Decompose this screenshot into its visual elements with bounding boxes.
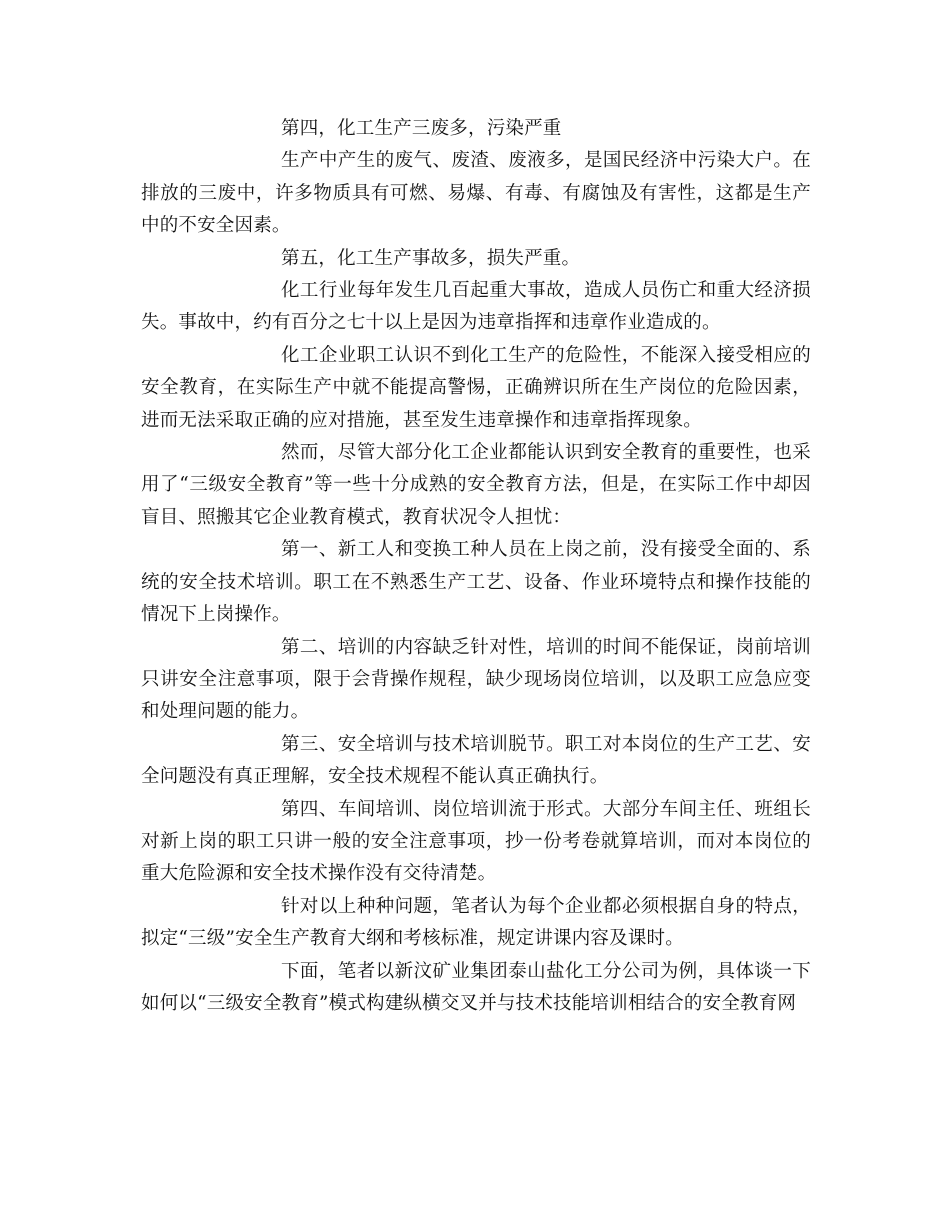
list-item-third: 第三、安全培训与技术培训脱节。职工对本岗位的生产工艺、安全问题没有真正理解，安全技术规程不能认真正确执行。 [141, 733, 811, 788]
heading-fifth-accidents: 第五，化工生产事故多，损失严重。 [281, 247, 581, 269]
heading-fourth-pollution: 第四，化工生产三废多，污染严重 [281, 118, 562, 139]
list-item-first: 第一、新工人和变换工种人员在上岗之前，没有接受全面的、系统的安全技术培训。职工在不熟悉生产工艺、设备、作业环境特点和操作技能的情况下上岗操作。 [141, 539, 811, 626]
document-body [141, 113, 811, 1020]
paragraph-waste-pollution: 生产中产生的废气、废渣、废液多，是国民经济中污染大户。在排放的三废中，许多物质具有可燃、易爆、有毒、有腐蚀及有害性，这都是生产中的不安全因素。 [141, 150, 811, 237]
paragraph-education-concerns: 然而，尽管大部分化工企业都能认识到安全教育的重要性，也采用了“三级安全教育”等一些十分成熟的安全教育方法，但是，在实际工作中却因盲目、照搬其它企业教育模式，教育状况令人担忧： [141, 442, 811, 528]
paragraph-author-proposal: 针对以上种种问题，笔者认为每个企业都必须根据自身的特点，拟定“三级”安全生产教育大纲和考核标准，规定讲课内容及课时。 [141, 895, 811, 950]
list-item-second: 第二、培训的内容缺乏针对性，培训的时间不能保证，岗前培训只讲安全注意事项，限于会背操作规程，缺少现场岗位培训，以及职工应急应变和处理问题的能力。 [141, 636, 811, 723]
paragraph-case-example: 下面，笔者以新汶矿业集团泰山盐化工分公司为例，具体谈一下如何以“三级安全教育”模式构建纵横交叉并与技术技能培训相结合的安全教育网 [141, 960, 811, 1014]
paragraph-worker-awareness: 化工企业职工认识不到化工生产的危险性，不能深入接受相应的安全教育，在实际生产中就不能提高警惕，正确辨识所在生产岗位的危险因素，进而无法采取正确的应对措施，甚至发生违章操作和违章指挥现象。 [141, 344, 811, 431]
list-item-fourth: 第四、车间培训、岗位培训流于形式。大部分车间主任、班组长对新上岗的职工只讲一般的安全注意事项，抄一份考卷就算培训，而对本岗位的重大危险源和安全技术操作没有交待清楚。 [141, 798, 811, 885]
paragraph-accident-statistics: 化工行业每年发生几百起重大事故，造成人员伤亡和重大经济损失。事故中，约有百分之七十以上是因为违章指挥和违章作业造成的。 [141, 280, 811, 334]
